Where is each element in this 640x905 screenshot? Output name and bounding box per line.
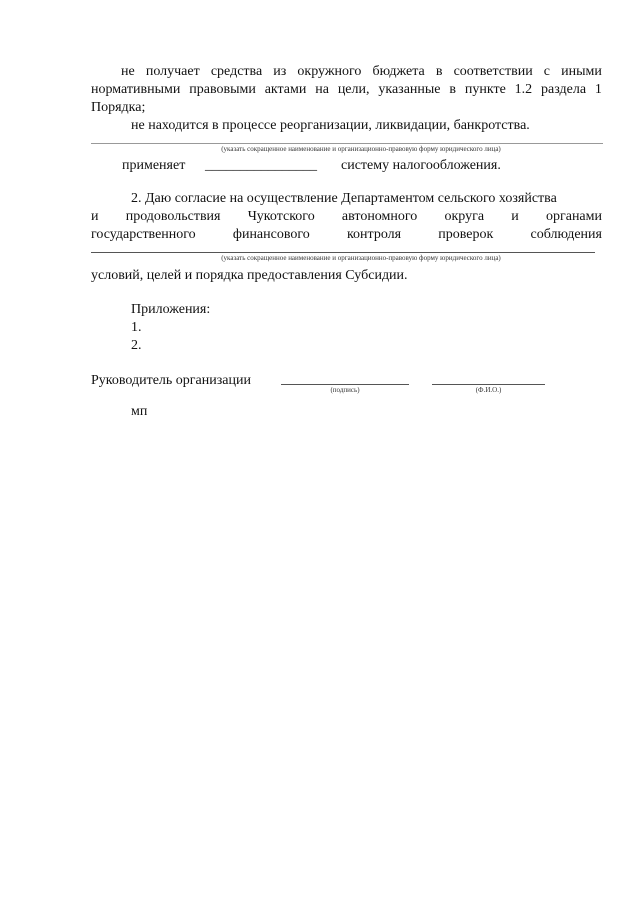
para1-line1-word: получает	[145, 64, 200, 79]
para1-line2-word: актами	[264, 82, 307, 97]
signature-label: Руководитель организации	[91, 373, 251, 388]
para1-line1-word: соответствии	[453, 64, 533, 79]
para1-line2-word: раздела	[541, 82, 587, 97]
attachments-title: Приложения:	[131, 302, 211, 317]
para1-line2-word: в	[449, 82, 456, 97]
para1-line1-word: с	[543, 64, 551, 79]
attachment-item-2: 2.	[131, 338, 142, 353]
para2-line2-word: и	[91, 209, 99, 224]
attachment-item-1: 1.	[131, 320, 142, 335]
para2-line3-word: соблюдения	[530, 227, 602, 242]
para2-line2	[91, 208, 602, 225]
org-name-hint-2: (указать сокращенное наименование и организационно-правовую форму юридического лица)	[221, 254, 501, 262]
stamp-mark: мп	[131, 404, 148, 419]
name-line	[432, 384, 545, 385]
para2-line2-word: округа	[444, 209, 485, 224]
para1-line2-word: 1.2	[514, 82, 533, 97]
para1-line2-word: 1	[594, 82, 602, 97]
org-name-underline-1	[91, 143, 603, 144]
name-hint: (Ф.И.О.)	[475, 386, 502, 394]
para1-line1-word: в	[435, 64, 443, 79]
tax-blank: ________________	[205, 158, 317, 173]
para1-line1-word: бюджета	[372, 64, 425, 79]
para2-line2-word: автономного	[341, 209, 418, 224]
para1-line1-word: иными	[561, 64, 602, 79]
para1-line1-word: средства	[210, 64, 263, 79]
para2-line3-word: проверок	[438, 227, 494, 242]
para1-line2-word: на	[315, 82, 329, 97]
para2-line3-word: государственного	[91, 227, 196, 242]
para1-line3: Порядка;	[91, 100, 146, 115]
para2-line4: условий, целей и порядка предоставления Субсидии.	[91, 268, 408, 283]
para1-line1-word: из	[273, 64, 287, 79]
tax-suffix: систему налогообложения.	[341, 158, 501, 173]
reorg-statement: не находится в процессе реорганизации, ликвидации, банкротства.	[131, 118, 530, 133]
para2-line3	[91, 226, 602, 243]
para1-line1-word: не	[121, 64, 135, 79]
para1-line1	[121, 63, 602, 80]
para1-line2-word: правовыми	[189, 82, 256, 97]
para2-line2-word: и	[511, 209, 519, 224]
para2-line2-word: продовольствия	[125, 209, 221, 224]
para2-line1: 2. Даю согласие на осуществление Департаментом сельского хозяйства	[131, 191, 557, 206]
para1-line2-word: нормативными	[91, 82, 181, 97]
para2-line2-word: Чукотского	[247, 209, 315, 224]
para1-line2-word: пункте	[464, 82, 506, 97]
org-name-underline-2	[91, 252, 595, 253]
signature-line	[281, 384, 409, 385]
para1-line2-word: цели,	[337, 82, 370, 97]
para2-line2-word: органами	[545, 209, 602, 224]
tax-prefix: применяет	[122, 158, 186, 173]
signature-hint: (подпись)	[330, 386, 360, 394]
para1-line1-word: окружного	[297, 64, 362, 79]
para1-line2-word: указанные	[378, 82, 441, 97]
para2-line3-word: контроля	[346, 227, 402, 242]
para1-line2	[91, 81, 602, 98]
para2-line3-word: финансового	[232, 227, 310, 242]
org-name-hint-1: (указать сокращенное наименование и организационно-правовую форму юридического лица)	[221, 145, 501, 153]
